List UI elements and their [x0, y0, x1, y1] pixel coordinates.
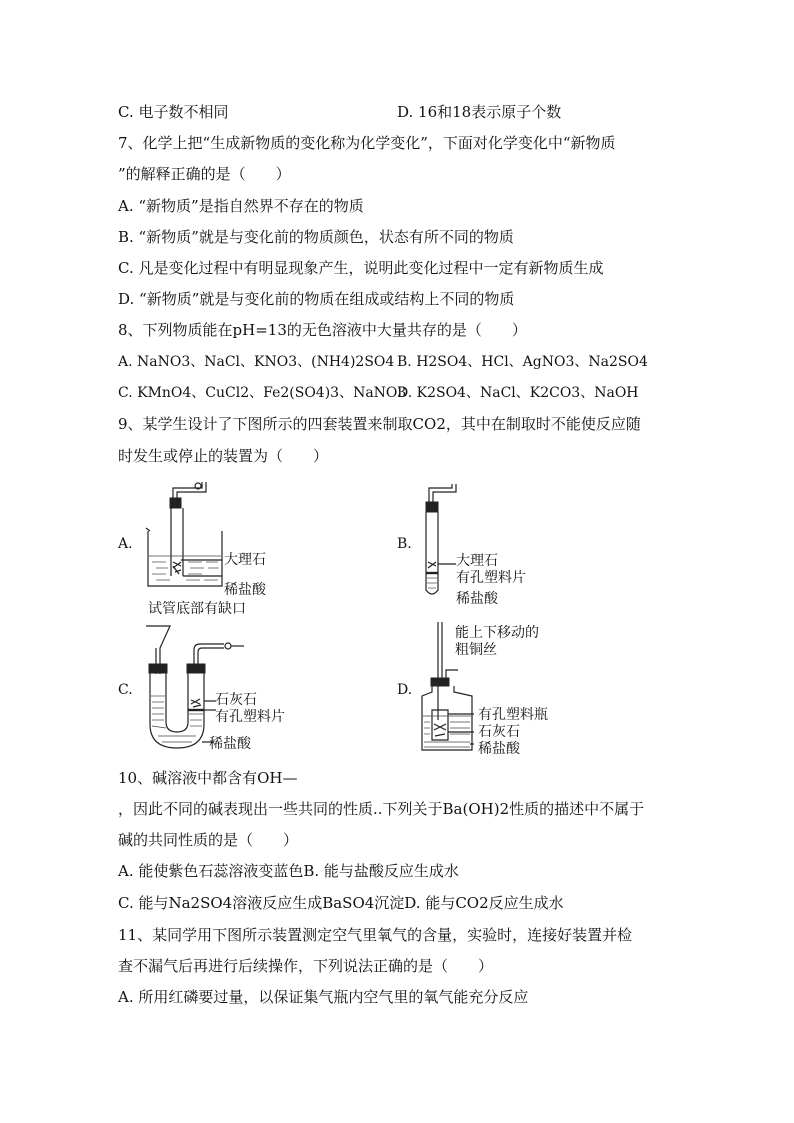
- q8-stem: 8、下列物质能在pH=13的无色溶液中大量共存的是（ ）: [118, 321, 527, 339]
- fig-a-letter: A.: [118, 536, 133, 552]
- q10-stem-line-2: ，因此不同的碱表现出一些共同的性质..下列关于Ba(OH)2性质的描述中不属于: [118, 800, 645, 818]
- fig-d-label-plastic-bottle: 有孔塑料瓶: [478, 707, 548, 723]
- fig-c-apparatus-diagram: [140, 624, 260, 754]
- q8-option-c: C. KMnO4、CuCl2、Fe2(SO4)3、NaNO3: [118, 385, 407, 401]
- fig-c-letter: C.: [118, 682, 133, 698]
- fig-d-letter: D.: [397, 682, 413, 698]
- q10-stem-line-3: 碱的共同性质的是（ ）: [118, 831, 299, 849]
- q10-option-a-b: A. 能使紫色石蕊溶液变蓝色B. 能与盐酸反应生成水: [118, 862, 459, 880]
- fig-b-label-marble: 大理石: [456, 553, 498, 569]
- q9-stem-line-2: 时发生或停止的装置为（ ）: [118, 447, 329, 465]
- fig-d-label-acid: 稀盐酸: [478, 741, 520, 757]
- fig-d-label-movable: 能上下移动的: [455, 625, 539, 641]
- q7-option-d: D. “新物质”就是与变化前的物质在组成或结构上不同的物质: [118, 290, 515, 308]
- q7-stem-line-1: 7、化学上把“生成新物质的变化称为化学变化”，下面对化学变化中“新物质: [118, 134, 616, 152]
- fig-b-label-acid: 稀盐酸: [456, 591, 498, 607]
- fig-b-label-plastic-sheet: 有孔塑料片: [456, 570, 526, 586]
- fig-a-apparatus-diagram: [140, 476, 230, 606]
- q7-stem-line-2: ”的解释正确的是（ ）: [118, 165, 291, 183]
- q7-option-b: B. “新物质”就是与变化前的物质颜色，状态有所不同的物质: [118, 228, 514, 246]
- q8-option-a: A. NaNO3、NaCl、KNO3、(NH4)2SO4: [118, 354, 395, 370]
- fig-a-label-tube-gap: 试管底部有缺口: [148, 601, 246, 617]
- fig-b-letter: B.: [397, 536, 412, 552]
- q11-stem-line-2: 查不漏气后再进行后续操作，下列说法正确的是（ ）: [118, 957, 494, 975]
- fig-a-label-marble: 大理石: [224, 552, 266, 568]
- fig-d-label-limestone: 石灰石: [478, 724, 520, 740]
- fig-d-label-copper-wire: 粗铜丝: [455, 642, 497, 658]
- q8-option-b: B. H2SO4、HCl、AgNO3、Na2SO4: [397, 354, 648, 370]
- fig-c-label-plastic-sheet: 有孔塑料片: [215, 709, 285, 725]
- fig-c-label-acid: 稀盐酸: [209, 736, 251, 752]
- q9-stem-line-1: 9、某学生设计了下图所示的四套装置来制取CO2，其中在制取时不能使反应随: [118, 415, 641, 433]
- fig-c-label-limestone: 石灰石: [215, 692, 257, 708]
- q11-stem-line-1: 11、某同学用下图所示装置测定空气里氧气的含量，实验时，连接好装置并检: [118, 926, 633, 944]
- q6-option-c: C. 电子数不相同: [118, 103, 229, 121]
- q10-option-c-d: C. 能与Na2SO4溶液反应生成BaSO4沉淀D. 能与CO2反应生成水: [118, 894, 564, 912]
- q7-option-c: C. 凡是变化过程中有明显现象产生，说明此变化过程中一定有新物质生成: [118, 259, 604, 277]
- fig-b-apparatus-diagram: [418, 482, 458, 602]
- q8-option-d: D. K2SO4、NaCl、K2CO3、NaOH: [397, 385, 639, 401]
- q11-option-a: A. 所用红磷要过量，以保证集气瓶内空气里的氧气能充分反应: [118, 988, 529, 1006]
- fig-a-label-acid: 稀盐酸: [224, 582, 266, 598]
- q6-option-d: D. 16和18表示原子个数: [397, 103, 562, 121]
- q7-option-a: A. “新物质”是指自然界不存在的物质: [118, 197, 364, 215]
- q10-stem-line-1: 10、碱溶液中都含有OH—: [118, 769, 298, 787]
